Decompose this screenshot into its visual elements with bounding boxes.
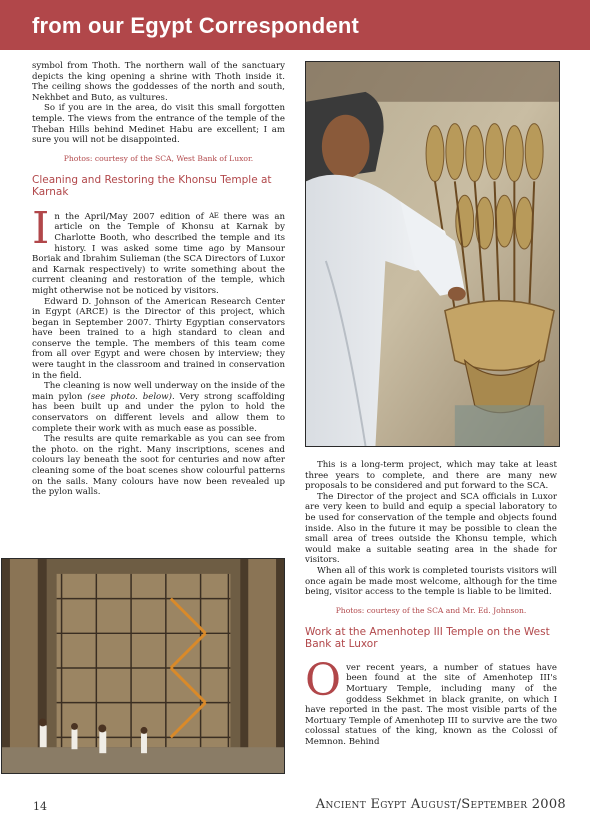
left-column [32,61,285,498]
right-column-text [305,460,557,598]
header-banner [0,0,590,50]
khonsu-paragraph-4: The results are quite remarkable as you can see from the photo. on the right. Many inscriptions, scenes and colours lay beneath the soot for centuries and now after cleaning some of the boat scenes show colourful patterns on the sails. Many colours have now been revealed up the pylon walls. [32,434,285,498]
conservator-photo [305,61,560,447]
intro-paragraph-2: So if you are in the area, do visit this small forgotten temple. The views from the entrance of the temple of the Theban Hills behind Medinet Habu are excellent; I am sure you will not be disappointed. [32,103,285,146]
magazine-logo-glyph: AE [209,211,219,220]
magazine-issue-footer: Ancient Egypt August/September 2008 [315,797,566,812]
scaffolding-photo [1,558,285,774]
amenhotep-paragraph-1: Over recent years, a number of statues have been found at the site of Amenhotep III's Mortuary Temple, including many of the goddess Sekhmet in black granite, on which I have reported in the past. The most visible parts of the Mortuary Temple of Amenhotep III to survive are the two colossal statues of the king, known as the Colossi of Memnon. Behind [305,654,557,747]
right-paragraph-2: The Director of the project and SCA officials in Luxor are very keen to build and equip a special laboratory to be used for conservation of the temple and objects found inside. Also in the future it may be possible to clean the small area of trees outside the Khonsu temple, which would make a suitable seating area in the shade for visitors. [305,491,557,566]
section-heading-khonsu: Cleaning and Restoring the Khonsu Temple at Karnak [32,173,272,199]
khonsu-paragraph-3: The cleaning is now well underway on the inside of the main pylon (see photo. below). Very strong scaffolding has been built up and under the pylon to hold the conservators on different levels and allow them to complete their work with as much ease as possible. [32,381,285,434]
right-paragraph-1: This is a long-term project, which may take at least three years to complete, and there are many new proposals to be considered and put forward to the SCA. [305,460,557,492]
drop-cap: I [32,202,50,254]
right-paragraph-3: When all of this work is completed tourists visitors will once again be made most welcome, although for the time being, visitor access to the temple is liable to be limited. [305,565,558,598]
page-title: from our Egypt Correspondent [32,13,360,38]
amenhotep-article-text [305,654,557,748]
khonsu-paragraph-1: In the April/May 2007 edition of AE there was an article on the Temple of Khonsu at Karnak by Charlotte Booth, who described the temple and its history. I was asked some time ago by Mansour Boriak and Ibrahim Sulieman (the SCA Directors of Luxor and Karnak respectively) to write something about the current cleaning and restoration of the temple, which might otherwise not be noticed by visitors. [32,202,285,296]
scaffolding-illustration [2,559,284,773]
khonsu-paragraph-2: Edward D. Johnson of the American Research Center in Egypt (ARCE) is the Director of this project, which began in September 2007. Thirty Egyptian conservators have been trained to a high standard to clean and conserve the temple. The members of this team come from all over Egypt and were chosen by interview; they were taught in the classroom and trained in conservation in the field. [32,296,285,381]
conservator-illustration [306,62,559,446]
photo-credit-caption-2: Photos: courtesy of the SCA and Mr. Ed. Johnson. [335,605,527,615]
intro-text [32,61,285,146]
intro-paragraph: symbol from Thoth. The northern wall of the sanctuary depicts the king opening a shrine with Thoth inside it. The ceiling shows the goddesses of the north and south, Nekhbet and Buto, as vultures. [32,61,285,103]
photo-credit-caption: Photos: courtesy of the SCA, West Bank of Luxor. [63,153,254,163]
khonsu-article-text [32,202,285,498]
section-heading-amenhotep: Work at the Amenhotep III Temple on the West Bank at Luxor [305,625,550,651]
right-column [305,460,557,747]
page-number: 14 [33,800,47,813]
drop-cap-2: O [305,654,342,706]
